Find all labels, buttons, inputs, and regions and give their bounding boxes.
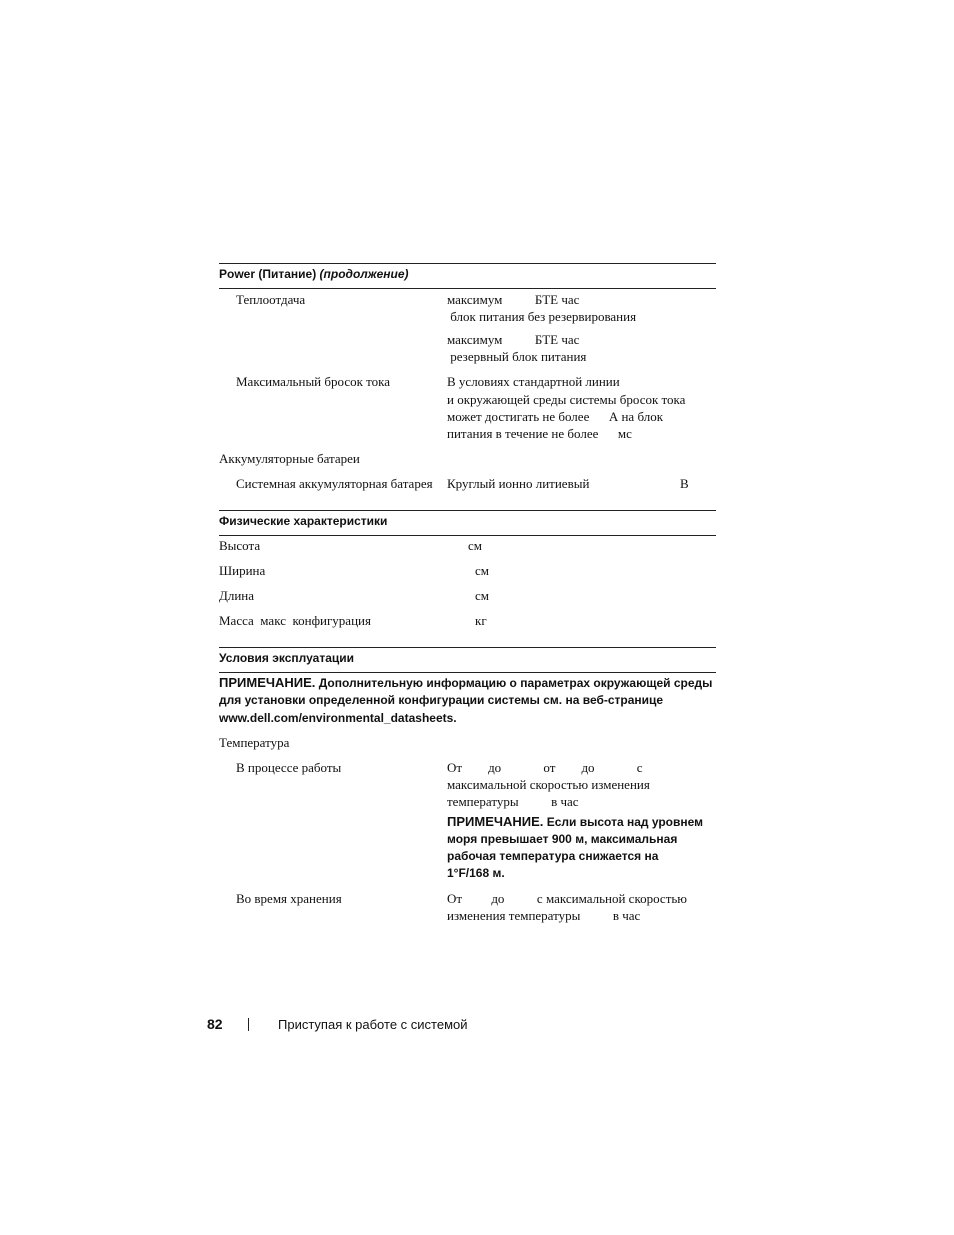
power-heading-cont: (продолжение): [319, 267, 409, 281]
note-1: [219, 675, 712, 690]
note-2-line-1: Если высота над уровнем: [543, 815, 704, 829]
inrush-value-line-1: В условиях стандартной линии: [447, 374, 620, 389]
batteries-label: Аккумуляторные батареи: [219, 451, 360, 466]
storage-value-line-2: изменения температуры в час: [447, 908, 641, 923]
heat-label: Теплоотдача: [236, 292, 306, 307]
height-unit: см: [468, 538, 482, 553]
note-2-line-4: 1°F/168 м.: [447, 866, 505, 880]
power-heading: [219, 267, 409, 281]
note-2-title: ПРИМЕЧАНИЕ.: [447, 814, 544, 829]
width-unit: см: [475, 563, 489, 578]
mass-label: Масса макс конфигурация: [219, 613, 371, 628]
temperature-label: Температура: [219, 735, 290, 750]
note-1-link[interactable]: www.dell.com/environmental_datasheets.: [219, 711, 457, 725]
environment-heading-rule: [219, 672, 716, 673]
inrush-value-line-2: и окружающей среды системы бросок тока: [447, 392, 686, 407]
top-rule-power: [219, 263, 716, 264]
page-number: 82: [207, 1016, 223, 1032]
note-2: [447, 814, 703, 829]
width-label: Ширина: [219, 563, 266, 578]
note-1-title: ПРИМЕЧАНИЕ.: [219, 675, 316, 690]
length-label: Длина: [219, 588, 255, 603]
environment-top-rule: [219, 647, 716, 648]
note-1-line-1: Дополнительную информацию о параметрах окружающей среды: [315, 676, 713, 690]
system-battery-label: Системная аккумуляторная батарея: [236, 476, 433, 491]
physical-top-rule: [219, 510, 716, 511]
footer-section-title: Приступая к работе с системой: [278, 1017, 468, 1032]
power-heading-rule: [219, 288, 716, 289]
note-2-line-3: рабочая температура снижается на: [447, 849, 659, 863]
physical-heading: Физические характеристики: [219, 514, 388, 528]
heat-value-line-1: максимум БТЕ час: [447, 292, 580, 307]
storage-label: Во время хранения: [236, 891, 342, 906]
inrush-value-line-4: питания в течение не более мс: [447, 426, 632, 441]
power-heading-main: Power (Питание): [219, 267, 317, 281]
height-label: Высота: [219, 538, 261, 553]
operating-label: В процессе работы: [236, 760, 342, 775]
heat-value-line-4: резервный блок питания: [447, 349, 587, 364]
heat-value-line-3: максимум БТЕ час: [447, 332, 580, 347]
note-1-line-2: для установки определенной конфигурации системы см. на веб-странице: [219, 693, 664, 707]
inrush-label: Максимальный бросок тока: [236, 374, 391, 389]
mass-unit: кг: [475, 613, 487, 628]
operating-value-line-2: максимальной скоростью изменения: [447, 777, 650, 792]
length-unit: см: [475, 588, 489, 603]
system-battery-voltage: В: [680, 476, 689, 491]
environment-heading: Условия эксплуатации: [219, 651, 354, 665]
physical-heading-rule: [219, 535, 716, 536]
footer-divider: [248, 1018, 249, 1031]
note-2-line-2: моря превышает 900 м, максимальная: [447, 832, 678, 846]
storage-value-line-1: От до с максимальной скоростью: [447, 891, 688, 906]
inrush-value-line-3: может достигать не более А на блок: [447, 409, 664, 424]
operating-value-line-1: От до от до с: [447, 760, 643, 775]
system-battery-value: Круглый ионно литиевый: [447, 476, 590, 491]
heat-value-line-2: блок питания без резервирования: [447, 309, 637, 324]
operating-value-line-3: температуры в час: [447, 794, 579, 809]
